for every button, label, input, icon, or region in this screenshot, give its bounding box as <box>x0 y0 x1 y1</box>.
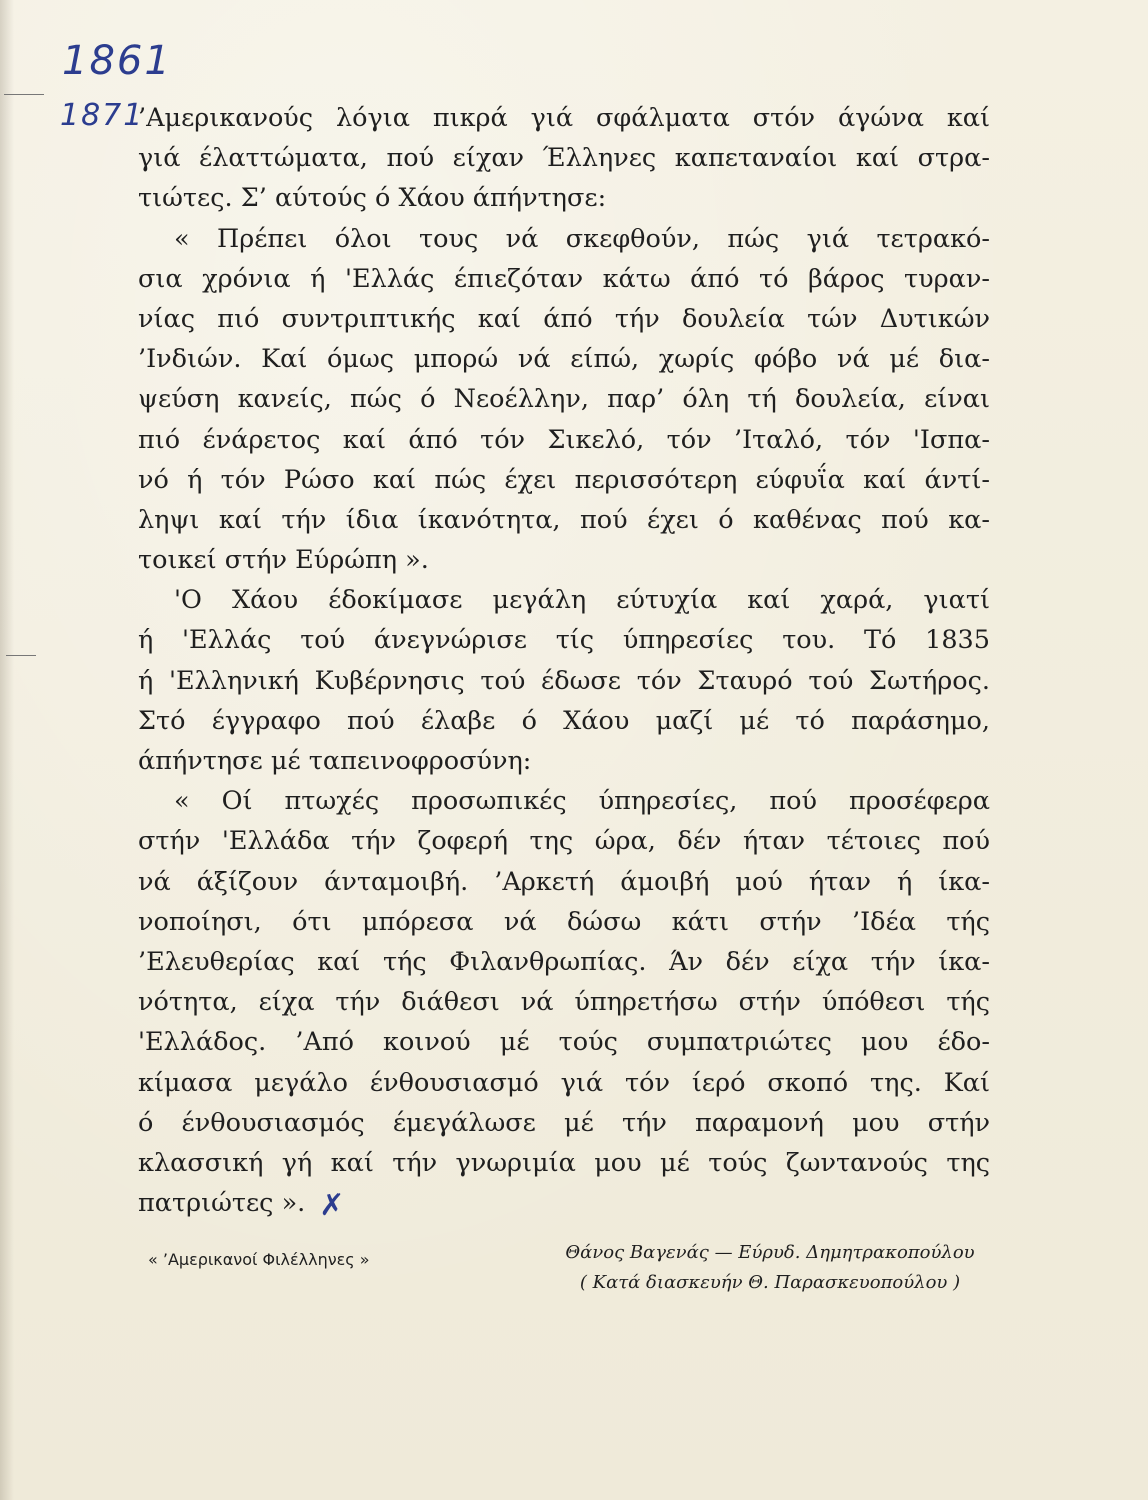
text-line: Στό έγγραφο πού έλαβε ό Χάου μαζί μέ τό παράσημο, <box>138 705 990 736</box>
credit-block <box>540 1238 1000 1298</box>
text-line: ληψι καί τήν ίδια ίκανότητα, πού έχει ό καθένας πού κα- <box>138 504 990 535</box>
text-line: νοποίησι, ότι μπόρεσα νά δώσω κάτι στήν ’Ιδέα τής <box>138 906 990 937</box>
text-line: ’Αμερικανούς λόγια πικρά γιά σφάλματα στόν άγώνα καί <box>138 103 990 133</box>
text-line: στήν 'Ελλάδα τήν ζοφερή της ώρα, δέν ήταν τέτοιες πού <box>138 826 990 857</box>
text-line-final <box>138 1183 990 1223</box>
text-line: ό ένθουσιασμός έμεγάλωσε μέ τήν παραμονή μου στήν <box>138 1107 990 1138</box>
handwritten-ornament-icon: ✗ <box>319 1188 345 1224</box>
text-line: ή 'Ελληνική Κυβέρνησις τού έδωσε τόν Σταυρό τού Σωτήρος. <box>138 665 990 696</box>
margin-mark <box>4 94 44 95</box>
text-line: ή 'Ελλάς τού άνεγνώρισε τίς ύπηρεσίες του. Τό 1835 <box>138 625 990 656</box>
body-text <box>138 98 990 1223</box>
source-title: « ’Αμερικανοί Φιλέλληνες » <box>148 1250 370 1269</box>
text-line: ’Ινδιών. Καί όμως μπορώ νά είπώ, χωρίς φόβο νά μέ δια- <box>138 344 990 375</box>
text-line: νό ή τόν Ρώσο καί πώς έχει περισσότερη εύφυΐα καί άντί- <box>138 464 990 495</box>
text-line: σια χρόνια ή 'Ελλάς έπιεζόταν κάτω άπό τό βάρος τυραν- <box>138 263 990 294</box>
credit-adaptation: ( Κατά διασκευήν Θ. Παρασκευοπούλου ) <box>579 1272 961 1293</box>
handwritten-margin-note: 1871 <box>60 98 145 133</box>
text-line: νά άξίζουν άνταμοιβή. ’Αρκετή άμοιβή μού ήταν ή ίκα- <box>138 866 990 897</box>
text-line: 'Ο Χάου έδοκίμασε μεγάλη εύτυχία καί χαρά, γιατί <box>174 585 990 616</box>
text-line: ’Ελευθερίας καί τής Φιλανθρωπίας. Άν δέν είχα τήν ίκα- <box>138 946 990 977</box>
text-line: πιό ένάρετος καί άπό τόν Σικελό, τόν ’Ιταλό, τόν 'Ισπα- <box>138 424 990 455</box>
page-binding-edge <box>0 0 14 1500</box>
text-line: κλασσική γή καί τήν γνωριμία μου μέ τούς ζωντανούς της <box>138 1147 990 1178</box>
text-line: ψεύση κανείς, πώς ό Νεοέλλην, παρ’ όλη τή δουλεία, είναι <box>138 384 990 415</box>
text-line: κίμασα μεγάλο ένθουσιασμό γιά τόν ίερό σκοπό της. Καί <box>138 1067 990 1098</box>
text-line: νίας πιό συντριπτικής καί άπό τήν δουλεία τών Δυτικών <box>138 303 990 334</box>
text-line: « Οί πτωχές προσωπικές ύπηρεσίες, πού προσέφερα <box>174 786 990 817</box>
text-line: 'Ελλάδος. ’Από κοινού μέ τούς συμπατριώτες μου έδο- <box>138 1027 990 1058</box>
text-line: τιώτες. Σ’ αύτούς ό Χάου άπήντησε: <box>138 183 607 214</box>
margin-mark <box>6 655 36 656</box>
credit-authors: Θάνος Βαγενάς — Εύρυδ. Δημητρακοπούλου <box>565 1242 975 1263</box>
text-line: νότητα, είχα τήν διάθεσι νά ύπηρετήσω στήν ύπόθεσι τής <box>138 987 990 1018</box>
handwritten-page-number: 1861 <box>62 38 172 84</box>
text-line-final-text: πατριώτες ». <box>138 1188 306 1219</box>
text-line: « Πρέπει όλοι τους νά σκεφθούν, πώς γιά τετρακό- <box>174 223 990 254</box>
text-line: γιά έλαττώματα, πού είχαν Έλληνες καπεταναίοι καί στρα- <box>138 143 990 174</box>
text-line: άπήντησε μέ ταπεινοφροσύνη: <box>138 746 532 776</box>
text-line: τοικεί στήν Εύρώπη ». <box>138 545 429 576</box>
